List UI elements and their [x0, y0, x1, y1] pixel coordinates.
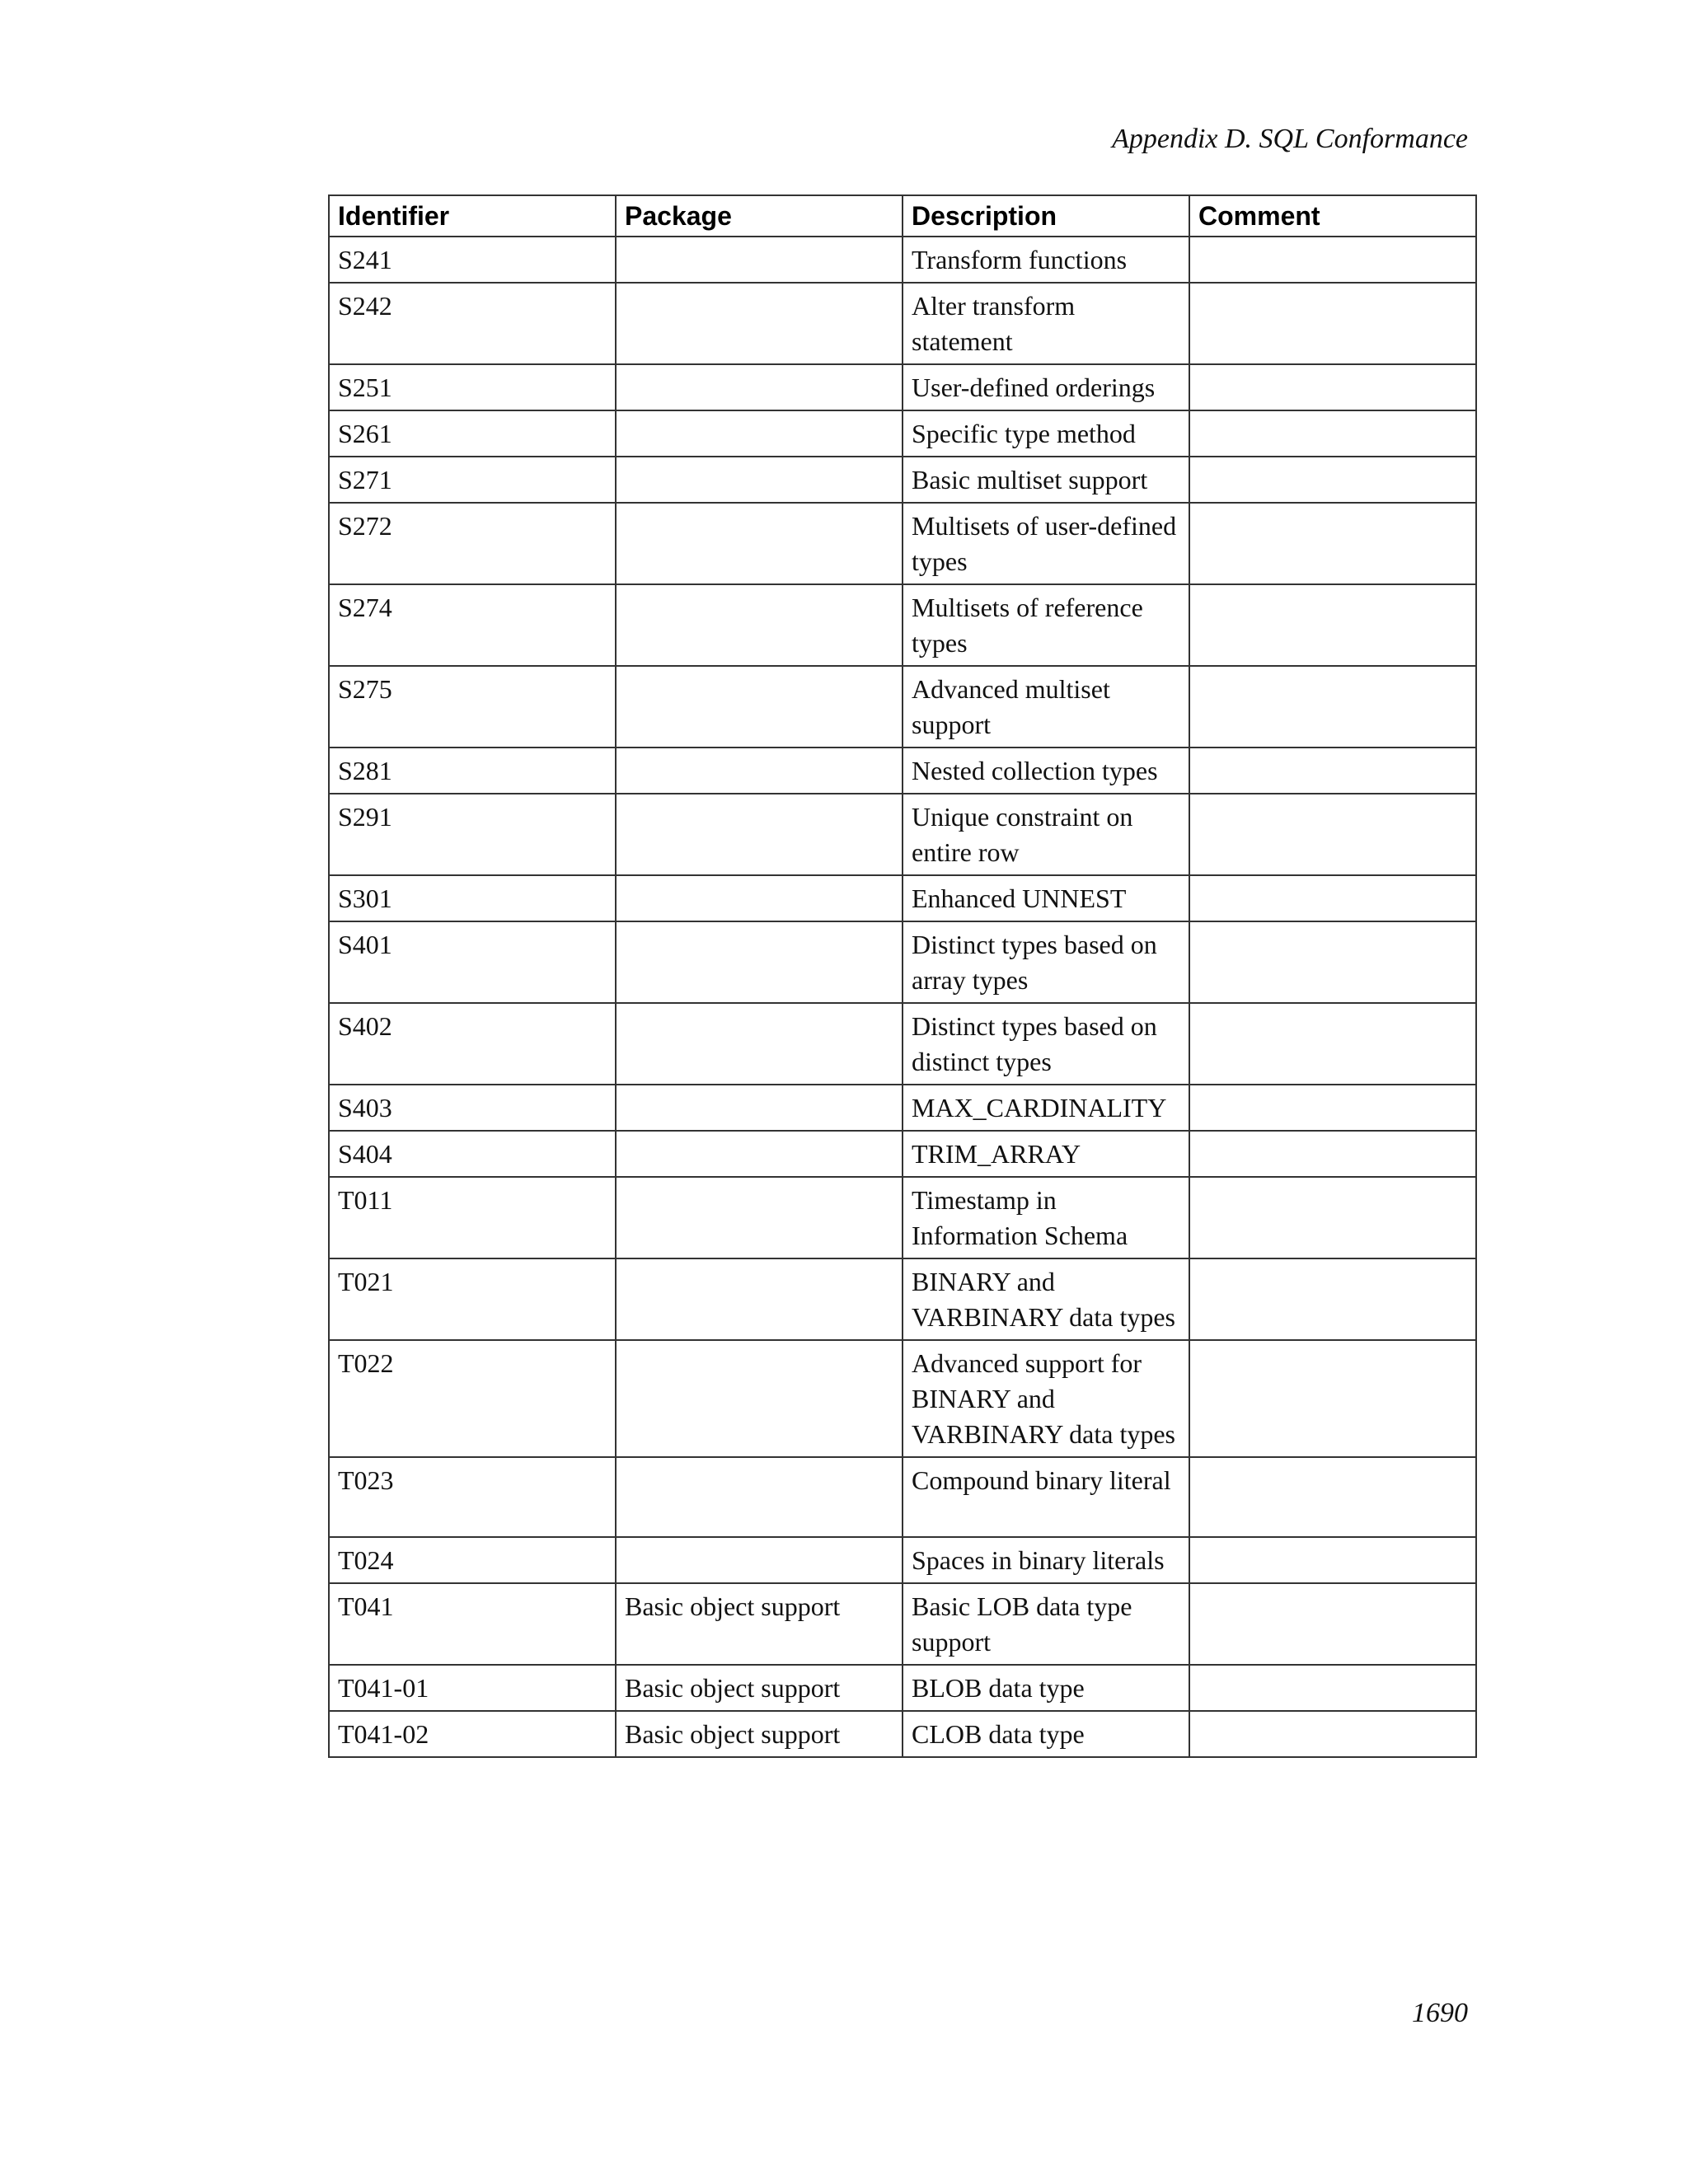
cell-description: Distinct types based on array types: [903, 921, 1189, 1003]
cell-identifier: S403: [329, 1085, 616, 1131]
cell-package: [616, 410, 903, 457]
cell-identifier: S275: [329, 666, 616, 748]
table-row: [329, 1665, 1476, 1711]
table-row: [329, 1177, 1476, 1258]
table-row: [329, 921, 1476, 1003]
cell-comment: [1189, 283, 1476, 364]
cell-package: [616, 1131, 903, 1177]
table-header-row: [329, 195, 1476, 237]
cell-identifier: T011: [329, 1177, 616, 1258]
cell-comment: [1189, 503, 1476, 584]
cell-identifier: T041: [329, 1583, 616, 1665]
cell-package: [616, 584, 903, 666]
cell-comment: [1189, 666, 1476, 748]
cell-identifier: S404: [329, 1131, 616, 1177]
cell-description: Multisets of user-defined types: [903, 503, 1189, 584]
cell-description: BLOB data type: [903, 1665, 1189, 1711]
cell-package: [616, 503, 903, 584]
cell-identifier: S291: [329, 794, 616, 875]
cell-comment: [1189, 1583, 1476, 1665]
cell-identifier: S242: [329, 283, 616, 364]
cell-description: Compound binary literal: [903, 1457, 1189, 1537]
cell-description: MAX_CARDINALITY: [903, 1085, 1189, 1131]
cell-description: Basic LOB data type support: [903, 1583, 1189, 1665]
cell-identifier: S281: [329, 748, 616, 794]
conformance-table: [328, 194, 1477, 1758]
cell-package: [616, 364, 903, 410]
cell-identifier: S241: [329, 237, 616, 283]
cell-comment: [1189, 1131, 1476, 1177]
cell-identifier: S251: [329, 364, 616, 410]
cell-identifier: T022: [329, 1340, 616, 1457]
table-row: [329, 410, 1476, 457]
cell-description: Specific type method: [903, 410, 1189, 457]
cell-comment: [1189, 457, 1476, 503]
cell-comment: [1189, 364, 1476, 410]
table-row: [329, 283, 1476, 364]
cell-package: Basic object support: [616, 1711, 903, 1757]
cell-package: [616, 237, 903, 283]
cell-identifier: T041-01: [329, 1665, 616, 1711]
cell-description: BINARY and VARBINARY data types: [903, 1258, 1189, 1340]
cell-description: Transform functions: [903, 237, 1189, 283]
table-row: [329, 748, 1476, 794]
cell-description: CLOB data type: [903, 1711, 1189, 1757]
cell-package: [616, 1258, 903, 1340]
table-row: [329, 1085, 1476, 1131]
cell-package: [616, 794, 903, 875]
cell-description: Spaces in binary literals: [903, 1537, 1189, 1583]
table-row: [329, 1537, 1476, 1583]
cell-description: Advanced support for BINARY and VARBINARY data types: [903, 1340, 1189, 1457]
cell-comment: [1189, 1085, 1476, 1131]
cell-comment: [1189, 1177, 1476, 1258]
cell-package: [616, 1085, 903, 1131]
cell-comment: [1189, 1258, 1476, 1340]
cell-package: [616, 1177, 903, 1258]
column-header-comment: Comment: [1189, 195, 1476, 237]
page-number: 1690: [1412, 1998, 1468, 2028]
table-row: [329, 1003, 1476, 1085]
table-row: [329, 1583, 1476, 1665]
table-row: [329, 875, 1476, 921]
table-row: [329, 1711, 1476, 1757]
cell-comment: [1189, 237, 1476, 283]
cell-package: [616, 1537, 903, 1583]
column-header-package: Package: [616, 195, 903, 237]
cell-comment: [1189, 1457, 1476, 1537]
cell-description: User-defined orderings: [903, 364, 1189, 410]
table-row: [329, 457, 1476, 503]
cell-comment: [1189, 1665, 1476, 1711]
table-row: [329, 1131, 1476, 1177]
cell-identifier: S402: [329, 1003, 616, 1085]
cell-package: [616, 666, 903, 748]
cell-identifier: T041-02: [329, 1711, 616, 1757]
cell-comment: [1189, 1340, 1476, 1457]
cell-description: Basic multiset support: [903, 457, 1189, 503]
cell-description: Advanced multiset support: [903, 666, 1189, 748]
cell-description: Alter transform statement: [903, 283, 1189, 364]
cell-package: [616, 283, 903, 364]
table-row: [329, 237, 1476, 283]
table-row: [329, 584, 1476, 666]
cell-description: Timestamp in Information Schema: [903, 1177, 1189, 1258]
cell-identifier: T023: [329, 1457, 616, 1537]
cell-identifier: T024: [329, 1537, 616, 1583]
table-row: [329, 1457, 1476, 1537]
column-header-description: Description: [903, 195, 1189, 237]
cell-package: [616, 1003, 903, 1085]
cell-comment: [1189, 921, 1476, 1003]
cell-comment: [1189, 875, 1476, 921]
table-row: [329, 666, 1476, 748]
cell-comment: [1189, 748, 1476, 794]
table-row: [329, 503, 1476, 584]
cell-package: Basic object support: [616, 1583, 903, 1665]
column-header-identifier: Identifier: [329, 195, 616, 237]
cell-description: Multisets of reference types: [903, 584, 1189, 666]
cell-comment: [1189, 1003, 1476, 1085]
cell-identifier: S401: [329, 921, 616, 1003]
cell-identifier: S272: [329, 503, 616, 584]
cell-package: [616, 1457, 903, 1537]
cell-package: [616, 457, 903, 503]
table-row: [329, 364, 1476, 410]
cell-comment: [1189, 794, 1476, 875]
cell-description: Enhanced UNNEST: [903, 875, 1189, 921]
cell-identifier: S261: [329, 410, 616, 457]
cell-package: [616, 921, 903, 1003]
cell-identifier: S301: [329, 875, 616, 921]
cell-identifier: S271: [329, 457, 616, 503]
cell-comment: [1189, 410, 1476, 457]
cell-comment: [1189, 584, 1476, 666]
cell-identifier: T021: [329, 1258, 616, 1340]
cell-description: TRIM_ARRAY: [903, 1131, 1189, 1177]
cell-package: [616, 875, 903, 921]
running-head: Appendix D. SQL Conformance: [1112, 124, 1468, 154]
cell-comment: [1189, 1537, 1476, 1583]
table-row: [329, 794, 1476, 875]
cell-package: Basic object support: [616, 1665, 903, 1711]
cell-identifier: S274: [329, 584, 616, 666]
cell-description: Nested collection types: [903, 748, 1189, 794]
cell-comment: [1189, 1711, 1476, 1757]
cell-package: [616, 748, 903, 794]
table-row: [329, 1258, 1476, 1340]
cell-description: Distinct types based on distinct types: [903, 1003, 1189, 1085]
cell-package: [616, 1340, 903, 1457]
cell-description: Unique constraint on entire row: [903, 794, 1189, 875]
table-row: [329, 1340, 1476, 1457]
